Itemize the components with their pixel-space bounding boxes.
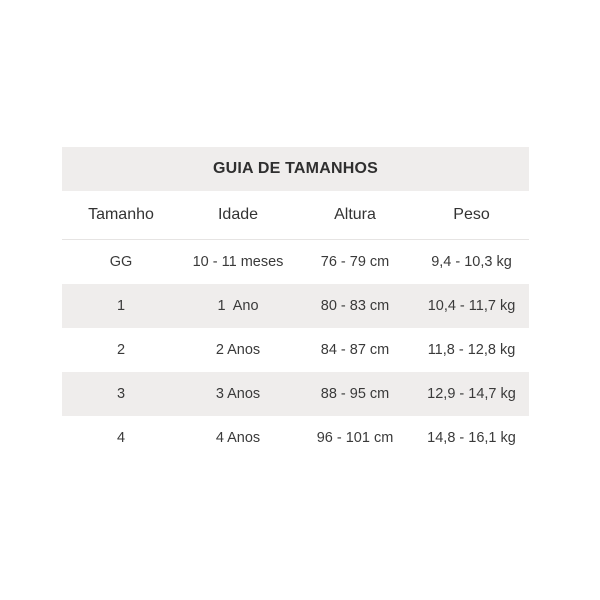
column-header-altura: Altura	[334, 206, 376, 223]
cell-idade: 2 Anos	[215, 342, 261, 358]
cell-altura: 84 - 87 cm	[320, 342, 390, 358]
cell-altura: 88 - 95 cm	[320, 386, 390, 402]
cell-altura: 96 - 101 cm	[316, 430, 394, 446]
cell-tamanho: 3	[116, 386, 126, 402]
cell-peso: 12,9 - 14,7 kg	[427, 386, 516, 402]
cell-tamanho: GG	[109, 254, 133, 270]
cell-peso: 11,8 - 12,8 kg	[427, 342, 516, 358]
cell-altura: 76 - 79 cm	[320, 254, 390, 270]
table-title: GUIA DE TAMANHOS	[62, 147, 529, 191]
size-guide-table	[62, 147, 529, 460]
cell-peso: 10,4 - 11,7 kg	[427, 298, 516, 314]
cell-idade: 10 - 11 meses	[192, 254, 284, 270]
table-header-row	[62, 191, 529, 240]
table-row	[62, 328, 529, 372]
column-header-idade: Idade	[217, 206, 259, 223]
table-row	[62, 416, 529, 460]
table-row	[62, 372, 529, 416]
cell-idade: 1 Ano	[217, 298, 259, 314]
cell-idade: 3 Anos	[215, 386, 261, 402]
column-header-peso: Peso	[453, 206, 490, 223]
column-header-tamanho: Tamanho	[88, 206, 154, 223]
cell-peso: 9,4 - 10,3 kg	[431, 254, 512, 270]
cell-tamanho: 4	[116, 430, 126, 446]
table-row	[62, 284, 529, 328]
cell-idade: 4 Anos	[215, 430, 261, 446]
cell-altura: 80 - 83 cm	[320, 298, 390, 314]
table-row	[62, 240, 529, 284]
cell-peso: 14,8 - 16,1 kg	[427, 430, 516, 446]
cell-tamanho: 1	[116, 298, 126, 314]
cell-tamanho: 2	[116, 342, 126, 358]
